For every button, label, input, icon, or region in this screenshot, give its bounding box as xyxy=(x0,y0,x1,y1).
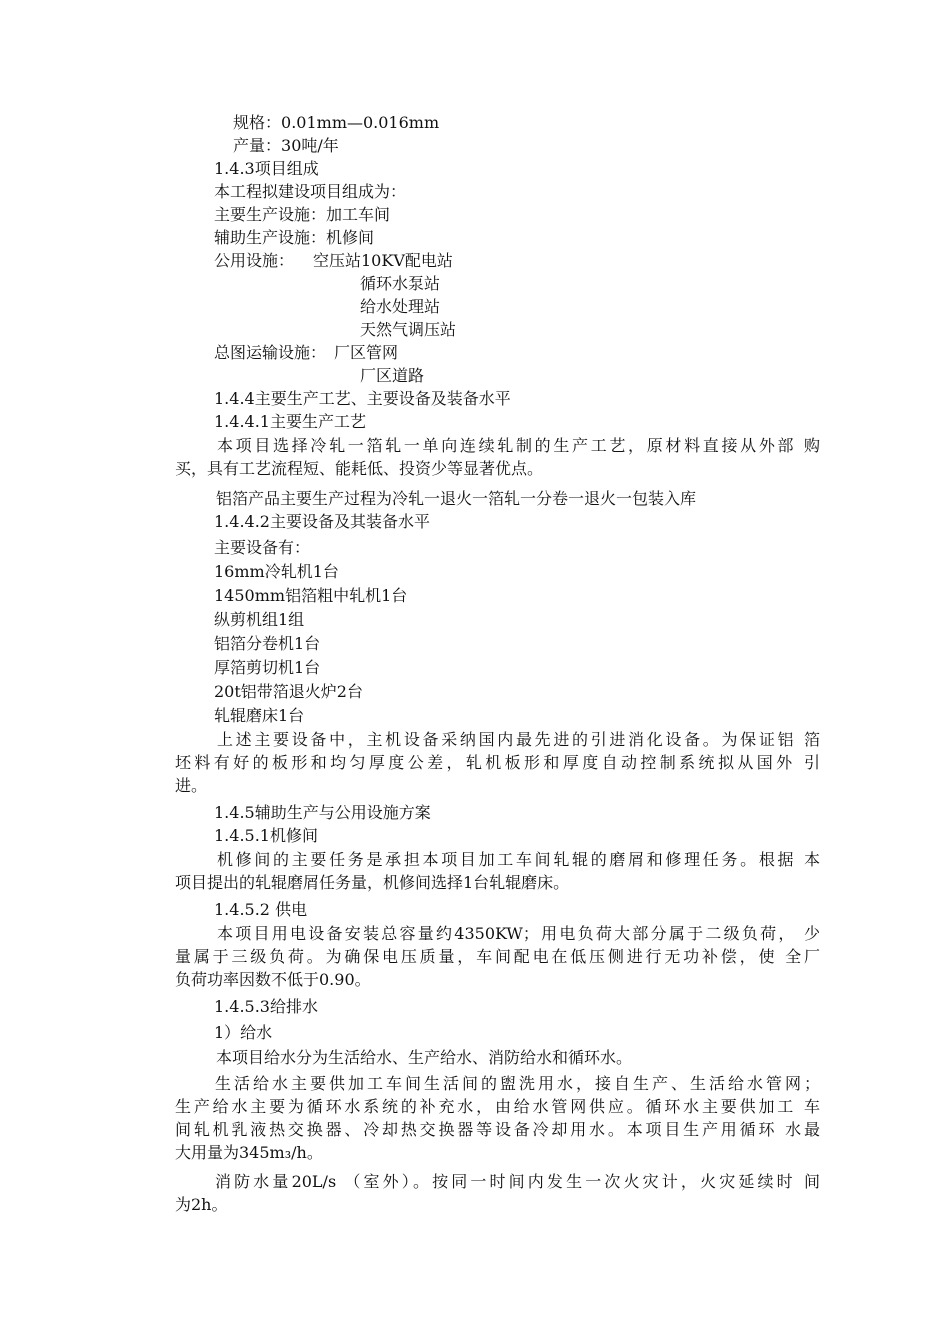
repair-paragraph xyxy=(175,848,820,894)
process-paragraph xyxy=(175,434,820,480)
spec-line xyxy=(233,112,439,134)
public-facility-item: 循环水泵站 xyxy=(360,274,441,293)
paragraph-line: 大用量为345m₃/h。 xyxy=(175,1143,323,1162)
public-facility-label: 公用设施： xyxy=(214,251,295,270)
equipment-paragraph xyxy=(175,728,820,797)
paragraph-line: 项目提出的轧辊磨屑任务量，机修间选择1台轧辊磨床。 xyxy=(175,873,570,892)
output-value: 30吨/年 xyxy=(281,136,339,155)
spec-label: 规格： xyxy=(233,113,282,132)
subsection-heading-1-4-4-2: 1.4.4.2主要设备及其装备水平 xyxy=(214,512,430,531)
equipment-item: 轧辊磨床1台 xyxy=(214,706,305,725)
paragraph-line: 为2h。 xyxy=(175,1195,228,1214)
equipment-item: 铝箔分卷机1台 xyxy=(214,634,321,653)
power-paragraph xyxy=(175,922,820,991)
paragraph-line: 生产给水主要为循环水系统的补充水，由给水管网供应。循环水主要供加工 车 xyxy=(175,1097,820,1116)
paragraph-line: 买，具有工艺流程短、能耗低、投资少等显著优点。 xyxy=(175,459,544,478)
paragraph-line: 坯料有好的板形和均匀厚度公差，轧机板形和厚度自动控制系统拟从国外 引 xyxy=(175,753,820,772)
fire-water-paragraph xyxy=(175,1170,820,1216)
main-facility-line: 主要生产设施：加工车间 xyxy=(214,205,391,224)
paragraph-line: 生活给水主要供加工车间生活间的盥洗用水，接自生产、生活给水管网； xyxy=(215,1074,820,1093)
public-facility-item: 空压站10KV配电站 xyxy=(313,251,453,270)
public-facility-item: 给水处理站 xyxy=(360,297,441,316)
transport-facility-label: 总图运输设施： xyxy=(214,343,327,362)
public-facility-item: 天然气调压站 xyxy=(360,320,457,339)
paragraph-line: 负荷功率因数不低于0.90。 xyxy=(175,970,371,989)
equipment-item: 20t铝带箔退火炉2台 xyxy=(214,682,363,701)
equipment-item: 16mm冷轧机1台 xyxy=(214,562,339,581)
subsection-heading-1-4-4-1: 1.4.4.1主要生产工艺 xyxy=(214,412,366,431)
water-supply-subheading: 1）给水 xyxy=(214,1023,273,1042)
subsection-heading-1-4-5-1: 1.4.5.1机修间 xyxy=(214,826,318,845)
paragraph-line: 机修间的主要任务是承担本项目加工车间轧辊的磨屑和修理任务。根据 本 xyxy=(217,850,820,869)
water-types-line: 本项目给水分为生活给水、生产给水、消防给水和循环水。 xyxy=(216,1048,633,1067)
subsection-heading-1-4-5-2: 1.4.5.2 供电 xyxy=(214,900,308,919)
spec-value: 0.01mm—0.016mm xyxy=(281,113,440,132)
transport-facility-item: 厂区道路 xyxy=(360,366,425,385)
section-heading-1-4-4: 1.4.4主要生产工艺、主要设备及装备水平 xyxy=(214,389,511,408)
equipment-intro: 主要设备有： xyxy=(214,538,311,557)
equipment-item: 1450mm铝箔粗中轧机1台 xyxy=(214,586,408,605)
paragraph-line: 间轧机乳液热交换器、冷却热交换器等设备冷却用水。本项目生产用循环 水最 xyxy=(175,1120,820,1139)
output-line xyxy=(233,135,339,157)
subsection-heading-1-4-5-3: 1.4.5.3给排水 xyxy=(214,997,318,1016)
paragraph-line: 上述主要设备中，主机设备采纳国内最先进的引进消化设备。为保证铝 箔 xyxy=(217,730,820,749)
paragraph-line: 本项目用电设备安装总容量约4350KW；用电负荷大部分属于二级负荷， 少 xyxy=(217,924,820,943)
product-process-line: 铝箔产品主要生产过程为冷轧一退火一箔轧一分卷一退火一包装入库 xyxy=(216,489,697,508)
composition-intro: 本工程拟建设项目组成为： xyxy=(214,182,407,201)
paragraph-line: 量属于三级负荷。为确保电压质量，车间配电在低压侧进行无功补偿，使 全厂 xyxy=(175,947,820,966)
section-heading-1-4-5: 1.4.5辅助生产与公用设施方案 xyxy=(214,803,431,822)
paragraph-line: 本项目选择冷轧一箔轧一单向连续轧制的生产工艺，原材料直接从外部 购 xyxy=(217,436,820,455)
water-supply-paragraph xyxy=(175,1072,820,1164)
aux-facility-line: 辅助生产设施：机修间 xyxy=(214,228,375,247)
transport-facility-item: 厂区管网 xyxy=(334,343,399,362)
section-heading-1-4-3: 1.4.3项目组成 xyxy=(214,159,319,178)
equipment-item: 纵剪机组1组 xyxy=(214,610,305,629)
equipment-item: 厚箔剪切机1台 xyxy=(214,658,321,677)
paragraph-line: 消防水量20L/s （室外）。按同一时间内发生一次火灾计，火灾延续时 间 xyxy=(215,1172,820,1191)
output-label: 产量： xyxy=(233,136,282,155)
paragraph-line: 进。 xyxy=(175,776,208,795)
